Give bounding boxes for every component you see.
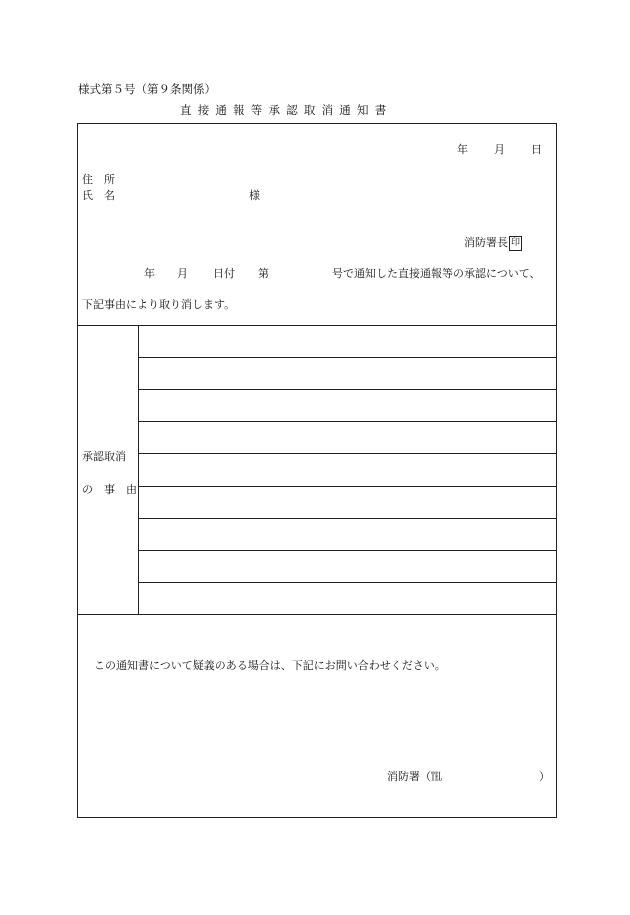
seal-stamp: 印 — [509, 236, 522, 251]
reason-row-line — [138, 389, 557, 390]
form-frame — [77, 123, 557, 818]
contact-message: この通知書について疑義のある場合は、下記にお問い合わせください。 — [94, 659, 446, 672]
document-title: 直接通報等承認取消通知書 — [180, 103, 393, 117]
issuer-title: 消防署長 — [464, 236, 508, 249]
reason-row-line — [138, 582, 557, 583]
reason-row-line — [138, 357, 557, 358]
section-divider-top — [77, 325, 557, 326]
reason-column-divider — [138, 325, 139, 615]
issuer-line — [464, 234, 522, 251]
date-day-label: 日 — [531, 143, 542, 156]
address-label: 住 所 — [82, 173, 115, 186]
body-year: 年 — [144, 267, 155, 280]
section-divider-bottom — [77, 614, 557, 615]
date-year-label: 年 — [457, 143, 468, 156]
reason-label-line-1: 承認取消 — [82, 450, 126, 463]
form-number: 様式第５号（第９条関係） — [78, 82, 216, 96]
reason-row-line — [138, 518, 557, 519]
contact-station: 消防署（℡ — [387, 770, 442, 783]
body-month: 月 — [177, 267, 188, 280]
reason-row-line — [138, 453, 557, 454]
name-label: 氏 名 — [82, 189, 115, 202]
body-rest: 号で通知した直接通報等の承認について、 — [332, 267, 541, 280]
reason-label-line-2: の 事 由 — [82, 483, 137, 496]
reason-row-line — [138, 486, 557, 487]
honorific: 様 — [249, 189, 260, 202]
date-month-label: 月 — [494, 143, 505, 156]
reason-row-line — [138, 421, 557, 422]
body-number-prefix: 第 — [258, 267, 269, 280]
body-line-2: 下記事由により取り消します。 — [82, 298, 236, 311]
body-day-issued: 日付 — [213, 267, 235, 280]
contact-close-paren: ） — [539, 770, 550, 783]
reason-row-line — [138, 550, 557, 551]
